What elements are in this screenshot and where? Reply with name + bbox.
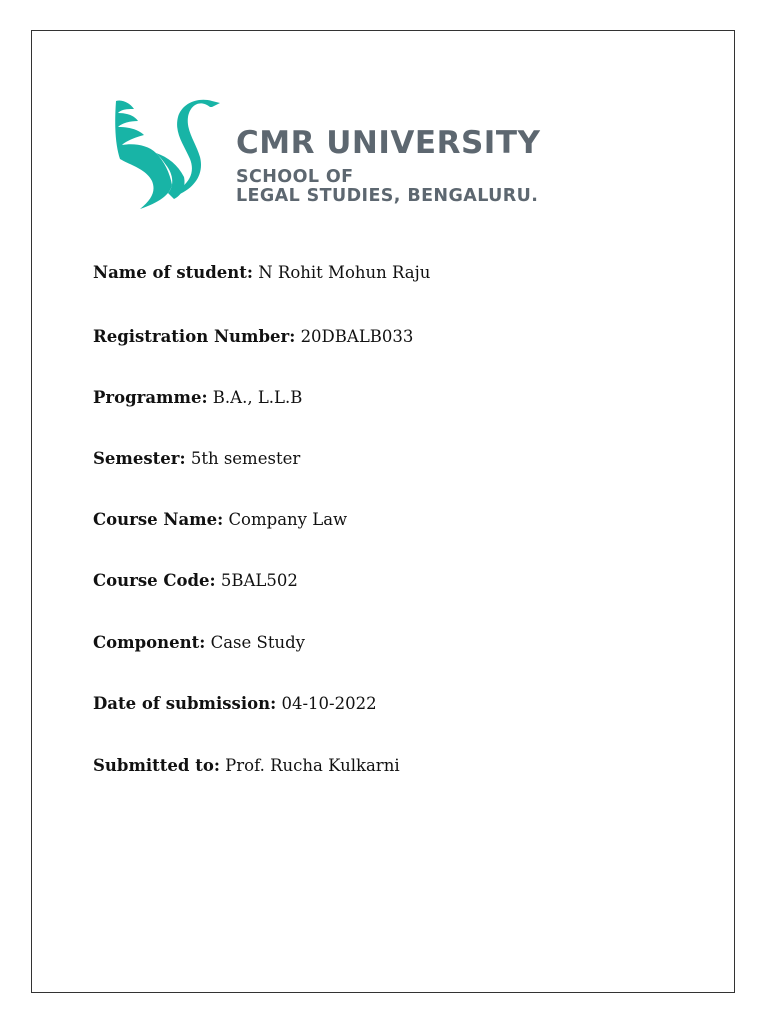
logo-subtitle-line2: LEGAL STUDIES, BENGALURU. <box>236 186 539 206</box>
field-value: Case Study <box>210 633 305 652</box>
field-value: 04-10-2022 <box>281 694 377 713</box>
logo-subtitle-line1: SCHOOL OF <box>236 167 354 187</box>
field-student-name <box>93 265 430 282</box>
field-label: Semester: <box>93 449 186 468</box>
field-programme <box>93 390 302 407</box>
field-value: 5th semester <box>190 449 301 468</box>
field-value: 20DBALB033 <box>300 327 414 346</box>
field-submitted-to <box>93 758 400 775</box>
field-label: Date of submission: <box>93 694 277 713</box>
field-value: B.A., L.L.B <box>212 388 303 407</box>
field-label: Registration Number: <box>93 327 296 346</box>
field-course-name <box>93 512 347 529</box>
field-label: Submitted to: <box>93 756 220 775</box>
field-value: Company Law <box>228 510 348 529</box>
field-component <box>93 635 305 652</box>
cover-page <box>31 30 735 993</box>
field-course-code <box>93 573 298 590</box>
field-value: 5BAL502 <box>220 571 298 590</box>
field-value: N Rohit Mohun Raju <box>258 263 431 282</box>
university-logo <box>112 95 672 211</box>
field-label: Programme: <box>93 388 208 407</box>
field-registration-number <box>93 329 413 346</box>
field-label: Component: <box>93 633 206 652</box>
field-date-of-submission <box>93 696 377 713</box>
field-semester <box>93 451 300 468</box>
field-label: Name of student: <box>93 263 253 282</box>
swan-bird-icon <box>112 95 224 209</box>
field-label: Course Code: <box>93 571 216 590</box>
logo-title: CMR UNIVERSITY <box>236 125 541 161</box>
field-value: Prof. Rucha Kulkarni <box>225 756 400 775</box>
field-label: Course Name: <box>93 510 224 529</box>
